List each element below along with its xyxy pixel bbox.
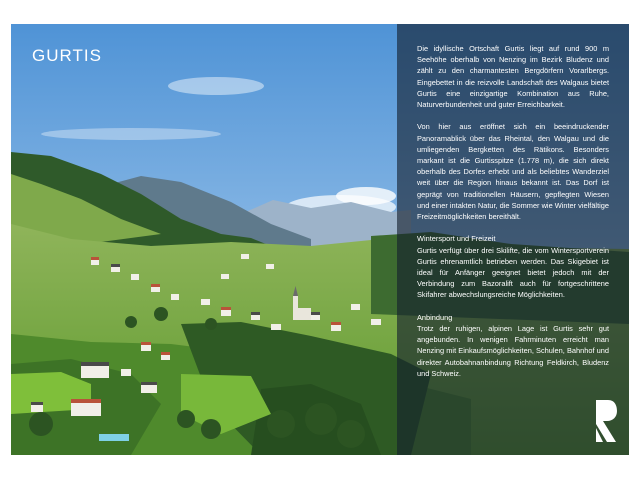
place-title: GURTIS	[32, 46, 102, 65]
access-section	[417, 312, 609, 379]
access-section-text: Trotz der ruhigen, alpinen Lage ist Gurtis sehr gut angebunden. In wenigen Fahrminuten erreicht man Nenzing mit Einkaufsmöglichkeiten, Schulen, Bahnhof und direkter Autobahnanbindung Richtung Feldkirch, Bludenz und Schweiz.	[417, 324, 609, 378]
panorama-paragraph: Von hier aus eröffnet sich ein beeindruckender Panoramablick über das Rheintal, den Walgau und die umliegenden Bergketten des Rätikons. Besonders markant ist die Gurtisspitze (1.778 m), die sich direkt oberhalb des Dorfes erhebt und als beliebtes Wanderziel weit über die Region hinaus bekannt ist. Das Dorf ist geprägt von traditionellen Häusern, gepflegten Wiesen und einer intakten Natur, die Sommer wie Winter vielfältige Freizeitmöglichkeiten bereithält.	[417, 122, 609, 222]
winter-section	[417, 233, 609, 300]
winter-section-title: Wintersport und Freizeit	[417, 234, 496, 244]
brand-logo-icon	[594, 398, 618, 444]
intro-paragraph: Die idyllische Ortschaft Gurtis liegt auf rund 900 m Seehöhe oberhalb von Nenzing im Bezirk Bludenz und zählt zu den charmantesten Bergdörfern Vorarlbergs. Eingebettet in die reizvolle Landschaft des Walgaus bietet Gurtis eine einzigartige Kombination aus Ruhe, Naturverbundenheit und guter Erreichbarkeit.	[417, 44, 609, 110]
winter-section-text: Gurtis verfügt über drei Skilifte, die vom Wintersportverein Gurtis ehrenamtlich betrieben werden. Das Skigebiet ist ideal für Anfänger geeignet bietet jedoch mit der Verbindung zum Bazoralift auch für fortgeschrittene Skifahrer abwechslungsreiche Möglichkeiten.	[417, 245, 609, 300]
access-section-title: Anbindung	[417, 312, 453, 322]
info-panel-text	[417, 43, 609, 390]
